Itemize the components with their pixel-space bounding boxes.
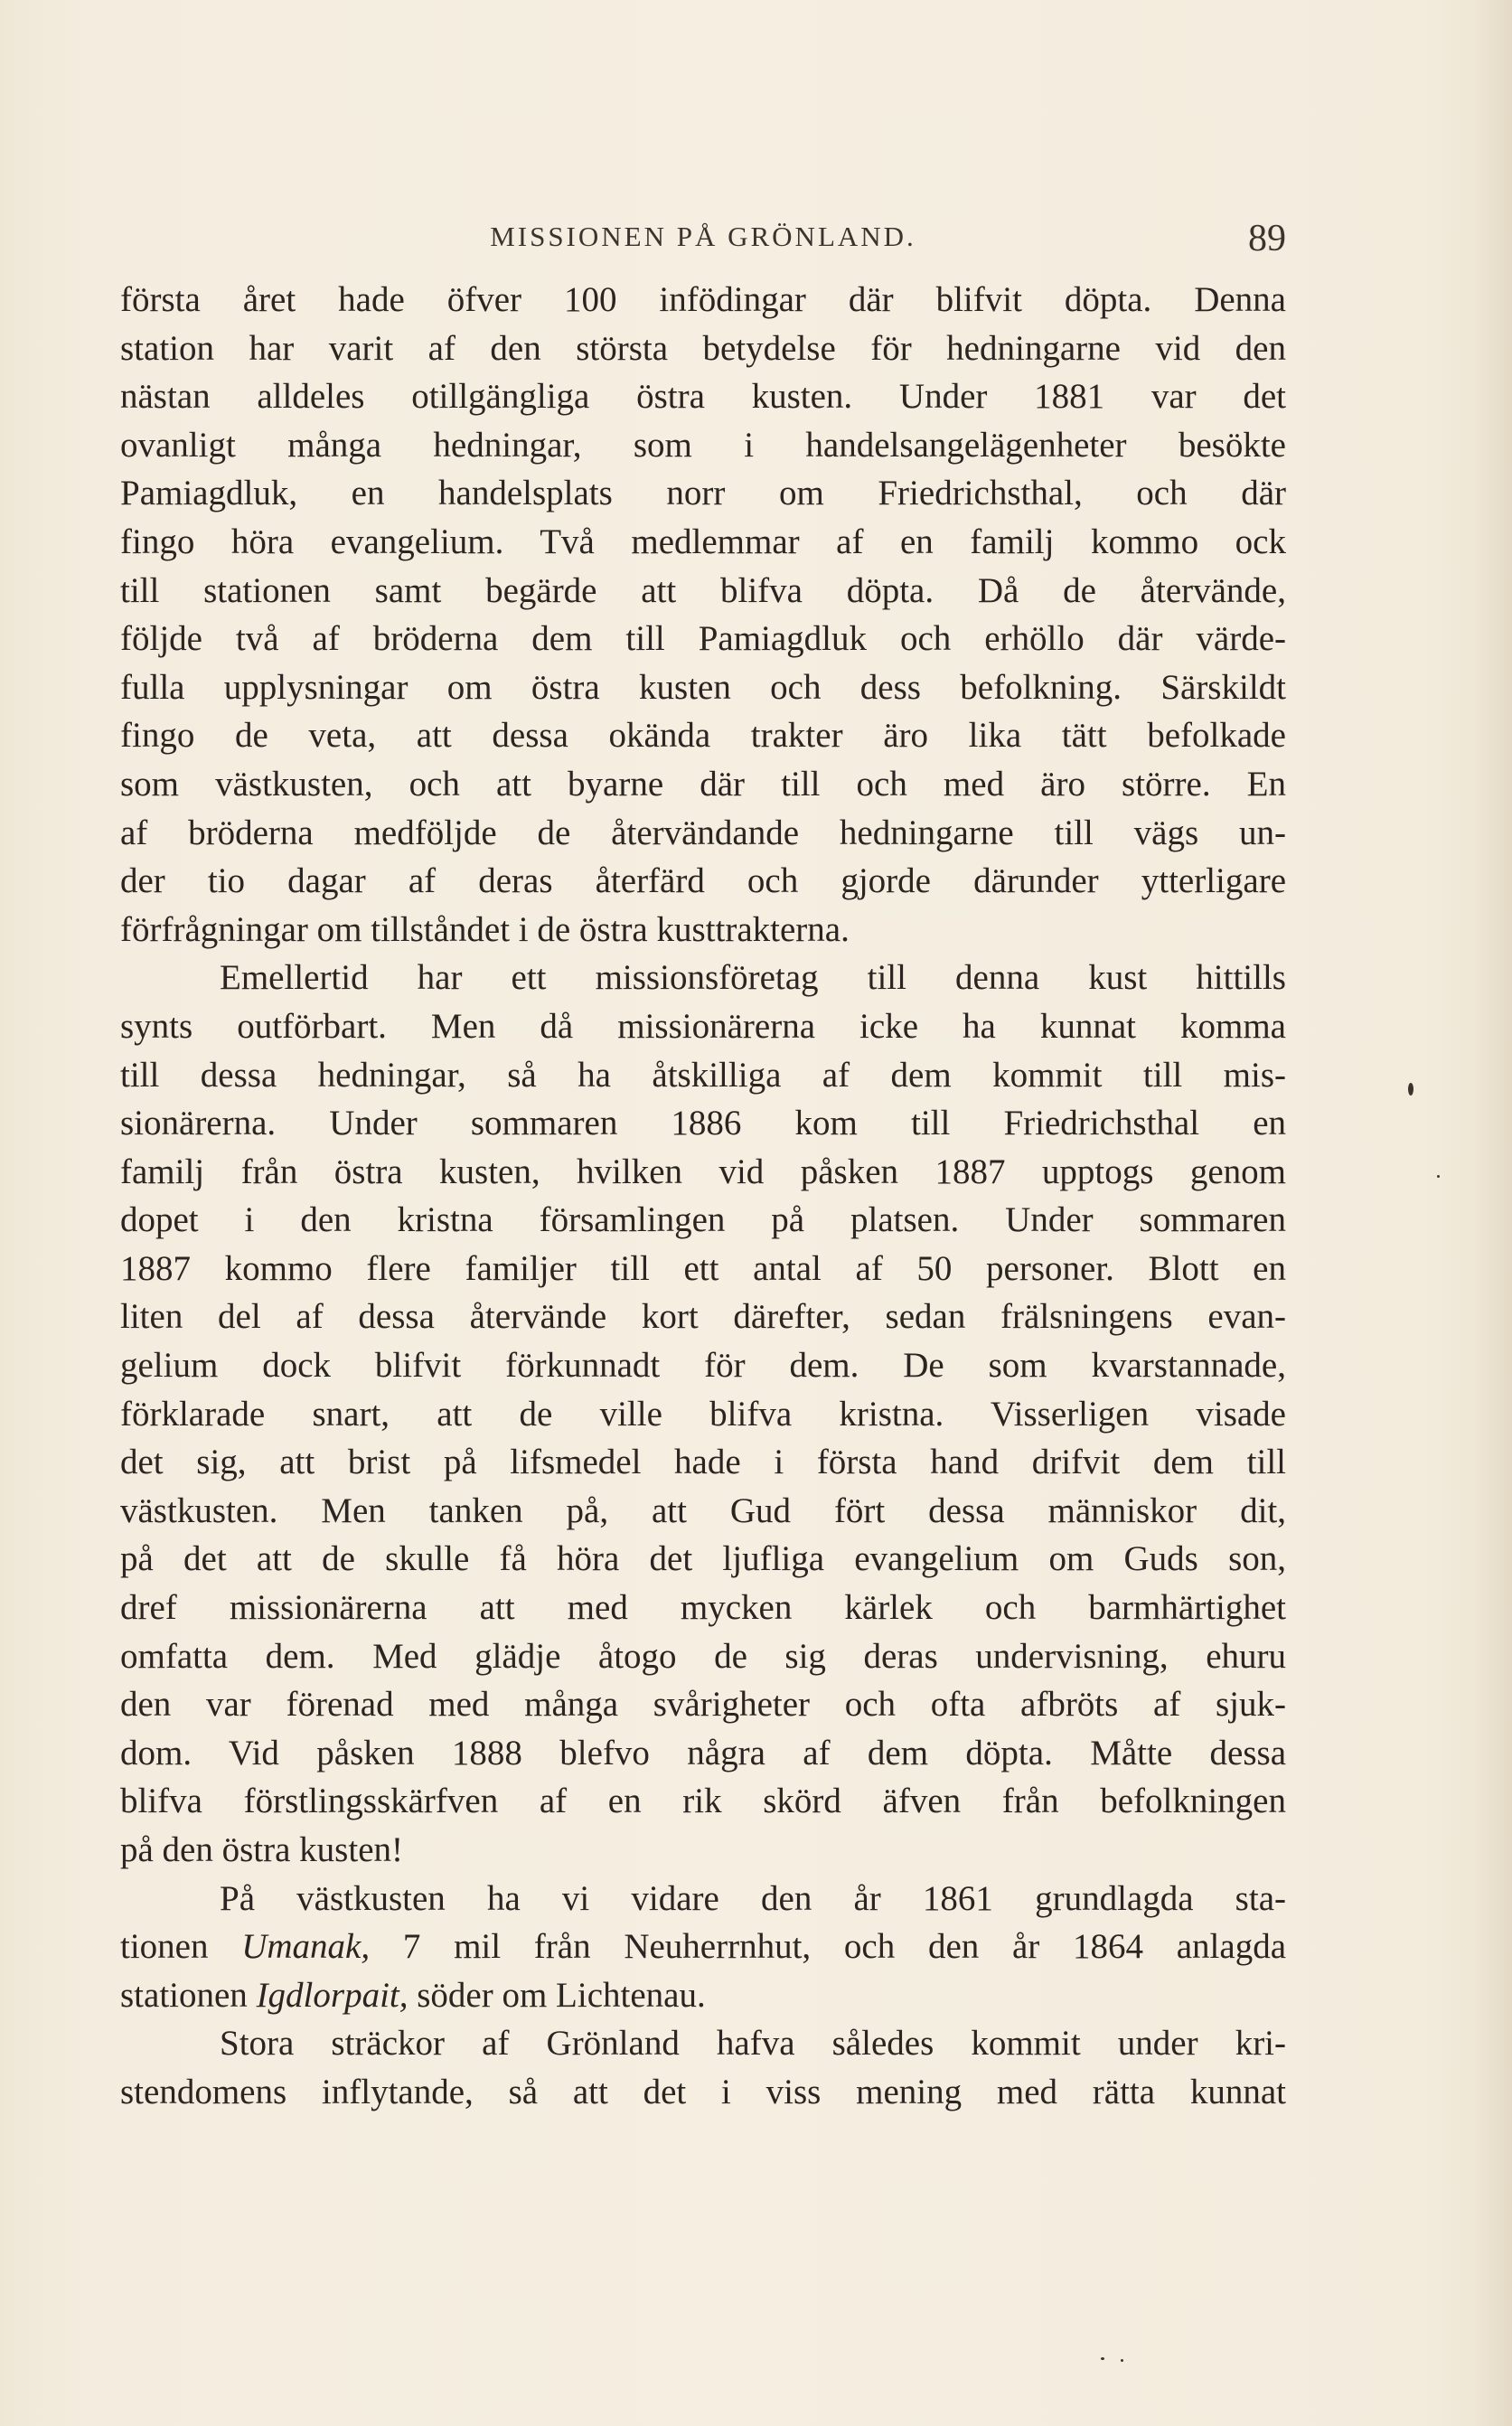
text-line-with-place-name: [120, 1971, 1286, 2020]
body-text: [120, 276, 1286, 2117]
paragraph-end-line: på den östra kusten!: [120, 1830, 403, 1869]
text-line: fulla upplysningar om östra kusten och dess befolkning. Särskildt: [120, 667, 1286, 707]
ink-speck: [1121, 2359, 1123, 2362]
text-fragment: söder om Lichtenau.: [417, 1975, 706, 2015]
ink-speck: [1101, 2357, 1104, 2360]
text-line: förklarade snart, att de ville blifva kristna. Visserligen visade: [120, 1394, 1286, 1434]
paragraph-start-line: På västkusten ha vi vidare den år 1861 grundlagda sta-: [220, 1878, 1286, 1918]
text-line: synts outförbart. Men då missionärerna icke ha kunnat komma: [120, 1006, 1286, 1046]
text-line: dom. Vid påsken 1888 blefvo några af dem döpta. Måtte dessa: [120, 1733, 1286, 1772]
text-line: af bröderna medföljde de återvändande hedningarne till vägs un-: [120, 813, 1286, 852]
text-line: familj från östra kusten, hvilken vid påsken 1887 upptogs genom: [120, 1152, 1286, 1191]
text-fragment: 7 mil från Neuherrnhut, och den år 1864 anlagda: [402, 1927, 1287, 1967]
text-fragment: tionen: [120, 1927, 209, 1967]
page-edge-shading: [1476, 0, 1512, 2426]
text-line: liten del af dessa återvände kort därefter, sedan frälsningens evan-: [120, 1297, 1286, 1337]
text-line: der tio dagar af deras återfärd och gjorde därunder ytterligare: [120, 861, 1286, 901]
text-line: den var förenad med många svårigheter och ofta afbröts af sjuk-: [120, 1685, 1286, 1725]
ink-speck: [1437, 1175, 1440, 1178]
text-line-with-place-name: [120, 1923, 1286, 1971]
text-line: nästan alldeles otillgängliga östra kusten. Under 1881 var det: [120, 377, 1286, 417]
text-line: dref missionärerna att med mycken kärlek och barmhärtighet: [120, 1588, 1286, 1628]
text-line: gelium dock blifvit förkunnadt för dem. De som kvarstannade,: [120, 1346, 1286, 1386]
text-line: omfatta dem. Med glädje åtogo de sig deras undervisning, ehuru: [120, 1636, 1286, 1676]
text-line: 1887 kommo flere familjer till ett antal af 50 personer. Blott en: [120, 1248, 1286, 1288]
text-line: stendomens inflytande, så att det i viss mening med rätta kunnat: [120, 2072, 1286, 2111]
text-line: det sig, att brist på lifsmedel hade i första hand drifvit dem till: [120, 1443, 1286, 1482]
text-line: blifva förstlingsskärfven af en rik skörd äfven från befolkningen: [120, 1782, 1286, 1821]
text-line: som västkusten, och att byarne där till och med äro större. En: [120, 764, 1286, 804]
running-title: MISSIONEN PÅ GRÖNLAND.: [490, 221, 916, 252]
text-line: på det att de skulle få höra det ljufliga evangelium om Guds son,: [120, 1539, 1286, 1579]
place-name-umanak: Umanak,: [241, 1927, 371, 1967]
text-line: till dessa hedningar, så ha åtskilliga af dem kommit till mis-: [120, 1055, 1286, 1095]
text-line: fingo höra evangelium. Två medlemmar af en familj kommo ock: [120, 522, 1286, 561]
text-line: sionärerna. Under sommaren 1886 kom till Friedrichsthal en: [120, 1104, 1286, 1143]
page-number: 89: [1248, 218, 1286, 259]
text-line: följde två af bröderna dem till Pamiagdluk och erhöllo där värde-: [120, 619, 1286, 659]
text-fragment: stationen: [120, 1975, 248, 2015]
text-line: dopet i den kristna församlingen på platsen. Under sommaren: [120, 1200, 1286, 1240]
place-name-igdlorpait: Igdlorpait,: [256, 1975, 409, 2015]
paragraph-start-line: Emellertid har ett missionsföretag till denna kust hittills: [220, 958, 1286, 998]
text-line: till stationen samt begärde att blifva döpta. Då de återvände,: [120, 570, 1286, 610]
paragraph-start-line: Stora sträckor af Grönland hafva således kommit under kri-: [220, 2024, 1286, 2064]
ink-speck: [1408, 1083, 1413, 1095]
text-line: västkusten. Men tanken på, att Gud fört dessa människor dit,: [120, 1490, 1286, 1530]
running-head: [120, 217, 1286, 262]
text-line: första året hade öfver 100 infödingar där blifvit döpta. Denna: [120, 280, 1286, 319]
text-line: Pamiagdluk, en handelsplats norr om Friedrichsthal, och där: [120, 474, 1286, 513]
paragraph-end-line: förfrågningar om tillståndet i de östra kusttrakterna.: [120, 909, 850, 949]
text-line: fingo de veta, att dessa okända trakter äro lika tätt befolkade: [120, 716, 1286, 756]
text-line: station har varit af den största betydelse för hedningarne vid den: [120, 328, 1286, 368]
text-line: ovanligt många hedningar, som i handelsangelägenheter besökte: [120, 425, 1286, 465]
